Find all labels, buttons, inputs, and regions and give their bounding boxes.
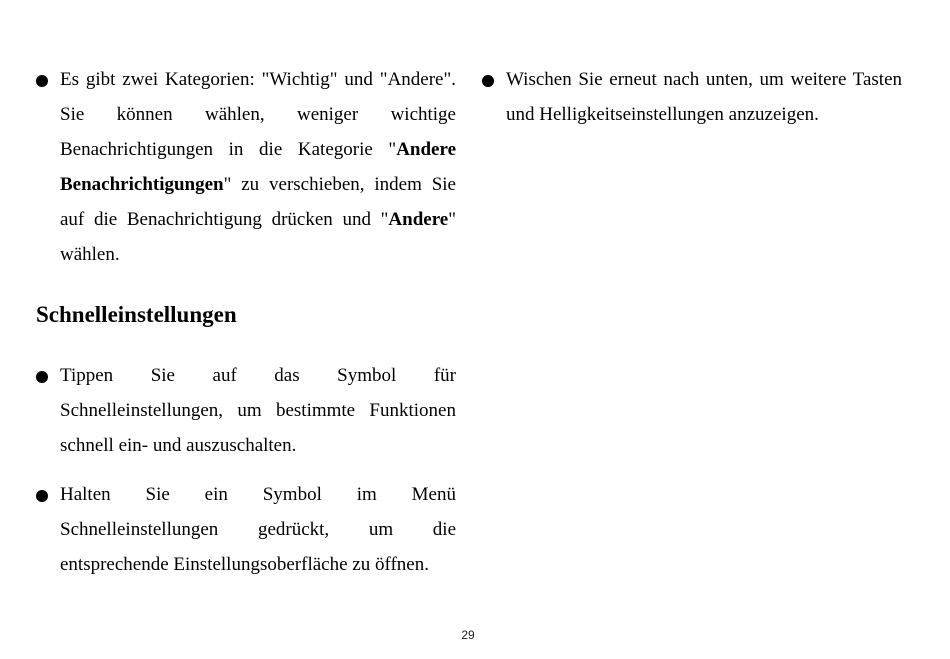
bullet-tap-symbol-text: Tippen Sie auf das Symbol für Schnelleinstellungen, um bestimmte Funktionen schnell ein- und auszuschalten. [60,365,456,456]
bold-term-andere: Andere [388,209,449,230]
text-segment: " zu verschieben, indem Sie auf die Benachrichtigung drücken und " [60,174,456,230]
page-number: 29 [461,628,475,642]
text-segment: " wählen. [60,209,456,265]
bullet-dot-icon [36,490,48,502]
text-segment: Es gibt zwei Kategorien: "Wichtig" und "Andere". Sie können wählen, weniger wichtige Benachrichtigungen in die Kategorie " [60,69,456,160]
section-heading: Schnelleinstellungen [36,302,237,327]
bullet-swipe-down-text: Wischen Sie erneut nach unten, um weitere Tasten und Helligkeitseinstellungen anzuzeigen. [506,69,902,125]
bullet-dot-icon [36,75,48,87]
bullet-hold-symbol-text: Halten Sie ein Symbol im Menü Schnelleinstellungen gedrückt, um die entsprechende Einstellungsoberfläche zu öffnen. [60,484,456,575]
bold-term-andere-benachrichtigungen: Andere Benachrichtigungen [60,139,456,195]
bullet-categories-text [60,62,456,272]
bullet-dot-icon [36,371,48,383]
bullet-dot-icon [482,75,494,87]
